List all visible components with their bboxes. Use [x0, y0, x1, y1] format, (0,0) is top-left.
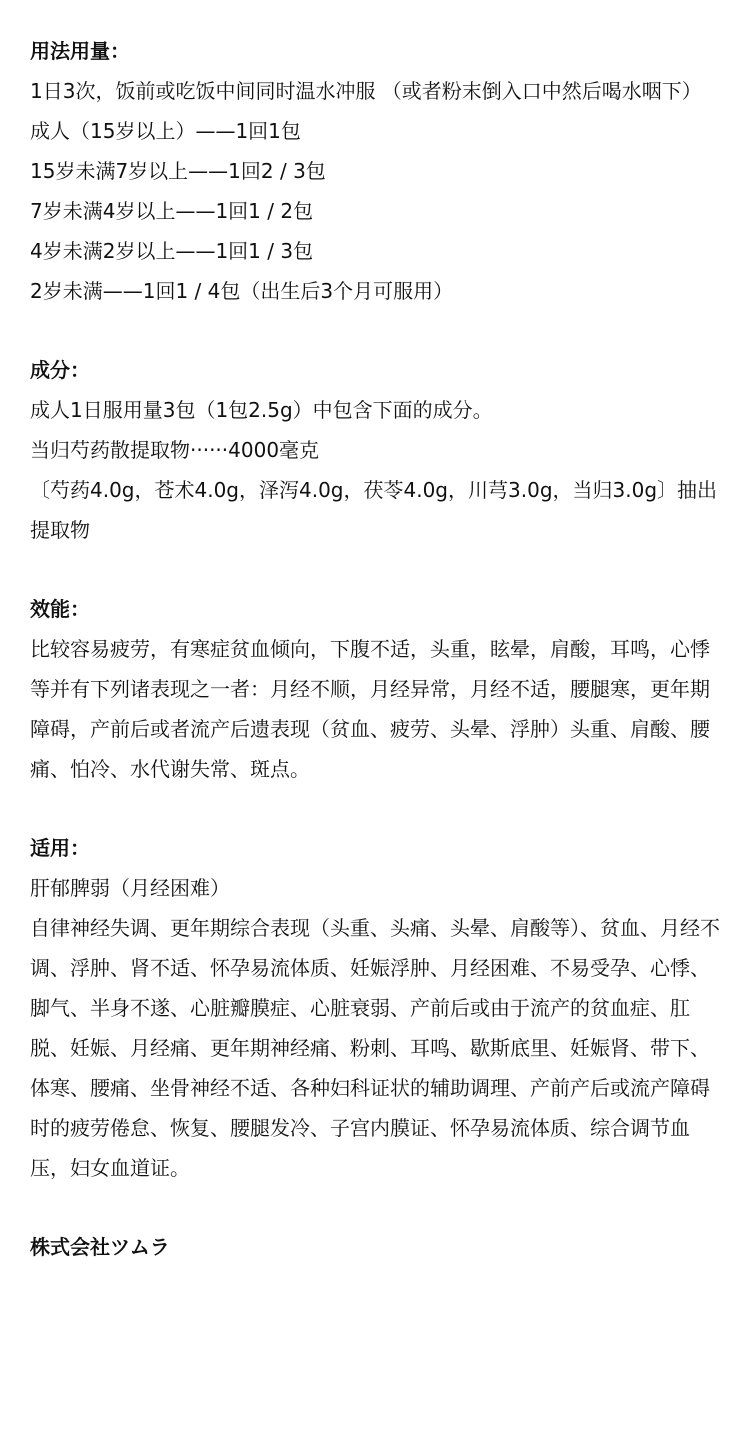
efficacy-title: 效能： — [30, 597, 90, 621]
indications-line: 肝郁脾弱（月经困难） — [30, 876, 230, 900]
indications-section — [30, 828, 720, 1188]
usage-line: 15岁未满7岁以上——1回2 / 3包 — [30, 159, 326, 183]
efficacy-section — [30, 589, 720, 789]
indications-paragraph: 自律神经失调、更年期综合表现（头重、头痛、头晕、肩酸等）、贫血、月经不调、浮肿、肾不适、怀孕易流体质、妊娠浮肿、月经困难、不易受孕、心悸、脚气、半身不遂、心脏瓣膜症、心脏衰弱、产前后或由于流产的贫血症、肛脱、妊娠、月经痛、更年期神经痛、粉刺、耳鸣、歇斯底里、妊娠肾、带下、体寒、腰痛、坐骨神经不适、各种妇科证状的辅助调理、产前产后或流产障碍时的疲劳倦怠、恢复、腰腿发冷、子宫内膜证、怀孕易流体质、综合调节血压，妇女血道证。 — [30, 916, 720, 1180]
usage-line: 4岁未满2岁以上——1回1 / 3包 — [30, 239, 314, 263]
usage-line: 成人（15岁以上）——1回1包 — [30, 119, 301, 143]
usage-title: 用法用量： — [30, 39, 130, 63]
efficacy-paragraph: 比较容易疲劳，有寒症贫血倾向，下腹不适，头重，眩晕，肩酸，耳鸣，心悸等并有下列诸表现之一者：月经不顺，月经异常，月经不适，腰腿寒，更年期障碍，产前后或者流产后遗表现（贫血、疲劳、头晕、浮肿）头重、肩酸、腰痛、怕冷、水代谢失常、斑点。 — [30, 637, 710, 781]
usage-section — [30, 31, 720, 311]
ingredients-line: 成人1日服用量3包（1包2.5g）中包含下面的成分。 — [30, 398, 493, 422]
ingredients-line: 当归芍药散提取物······4000毫克 — [30, 438, 320, 462]
ingredients-line: 〔芍药4.0g，苍术4.0g，泽泻4.0g，茯苓4.0g，川芎3.0g，当归3.0g〕抽出提取物 — [30, 478, 718, 542]
ingredients-title: 成分： — [30, 358, 90, 382]
usage-line: 1日3次，饭前或吃饭中间同时温水冲服 （或者粉末倒入口中然后喝水咽下） — [30, 79, 702, 103]
usage-line: 7岁未满4岁以上——1回1 / 2包 — [30, 199, 314, 223]
usage-line: 2岁未满——1回1 / 4包（出生后3个月可服用） — [30, 279, 454, 303]
indications-title: 适用： — [30, 836, 90, 860]
company-name: 株式会社ツムラ — [30, 1235, 170, 1259]
ingredients-section — [30, 350, 720, 550]
